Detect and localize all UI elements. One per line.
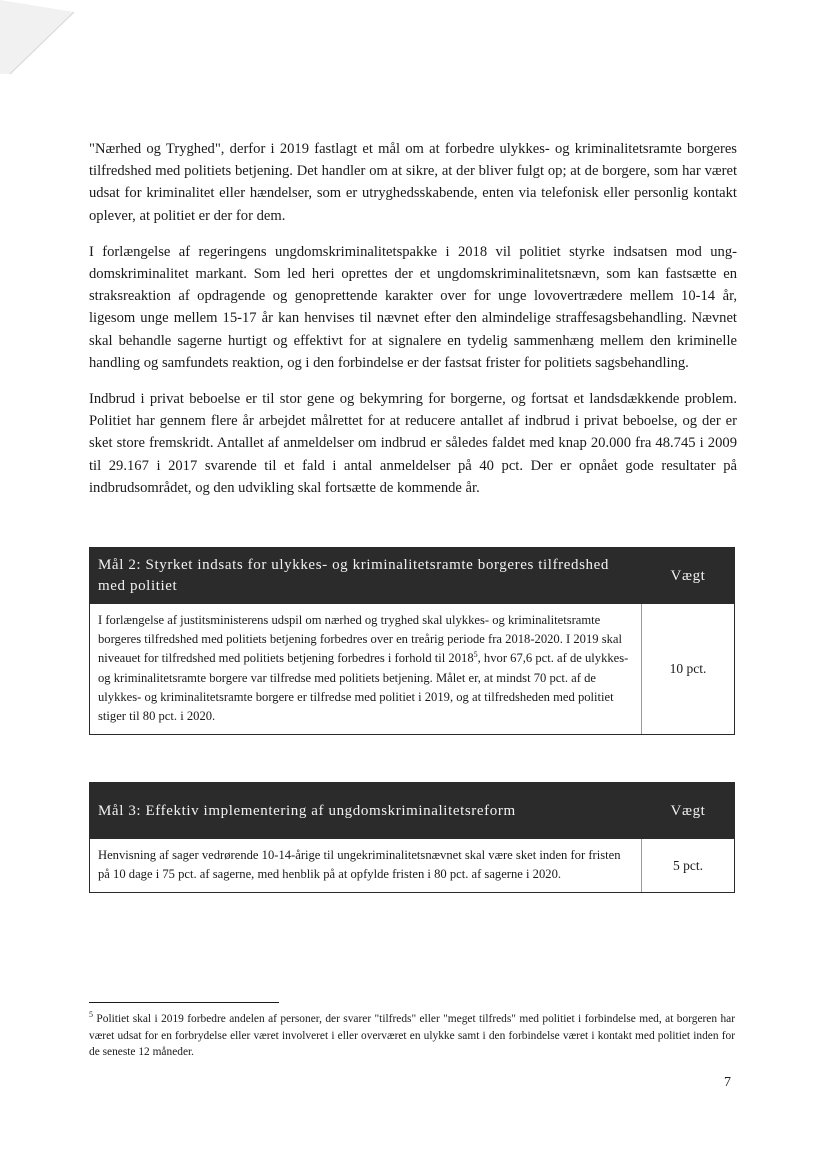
page-number: 7	[724, 1075, 731, 1090]
goal-3-weight-label: Vægt	[670, 802, 706, 819]
goal-3-description: Henvisning af sager vedrørende 10-14-årige til ungekriminalitetsnævnet skal være sket inden for fristen på 10 dage i 75 pct. af sagerne, med henblik på at opfylde fristen i 80 pct. af sagerne i 2020.	[90, 839, 642, 892]
page-corner-fold-mark	[0, 0, 80, 80]
goal-2-weight: 10 pct.	[669, 661, 707, 677]
footnote-text: Politiet skal i 2019 forbedre andelen af personer, der svarer "tilfreds" eller "meget tilfreds" med politiet i forbindelse med, at borgeren har været udsat for en forbrydelse eller været involveret i eller overværet en ulykke samt i den forbindelse været i kontakt med politiet inden for de seneste 12 måneder.	[89, 1013, 735, 1058]
paragraph-youth-crime: I forlængelse af regeringens ungdomskriminalitetspakke i 2018 vil politiet styrke indsatsen mod ungdomskriminalitet markant. Som led heri oprettes der et ungdomskriminalitetsnævn, som kan fastsætte en straksreaktion af opdragende og genoprettende karakter over for unge lovovertrædere mellem 10-14 år, ligesom unge mellem 15-17 år kan henvises til nævnet efter den almindelige straffesagsbehandling. Nævnet skal behandle sagerne hurtigt og effektivt for at signalere en tydelig sammenhæng mellem den kriminelle handling og samfundets reaktion, og i den forbindelse er der fastsat frister for politiets sagsbehandling.	[89, 243, 737, 371]
goal-3-body	[90, 839, 734, 892]
paragraph-burglary: Indbrud i privat beboelse er til stor gene og bekymring for borgerne, og fortsat et landsdækkende problem. Politiet har gennem flere år arbejdet målrettet for at reducere antallet af indbrud i privat beboelse, og der er sket store fremskridt. Antallet af anmeldelser om indbrud er således faldet med knap 20.000 fra 48.745 i 2009 til 29.167 i 2017 svarende til et fald i antal anmeldelser på 40 pct. Der er opnået gode resultater på indbrudsområdet, og den udvikling skal fortsætte de kommende år.	[89, 391, 737, 496]
paragraph-customer-satisfaction: "Nærhed og Tryghed", derfor i 2019 fastlagt et mål om at forbedre ulykkes- og kriminalitetsramte borgeres tilfredshed med politiets betjening. Det handler om at sikre, at der bliver fulgt op; at de borgere, som har været udsat for kriminalitet eller hændelser, som er utryghedsskabende, enten via telefonisk eller personlig kontakt oplever, at politiet er der for dem.	[89, 141, 737, 224]
body-text	[89, 138, 737, 513]
goal-2-body	[90, 604, 734, 734]
goal-2-box	[89, 547, 735, 735]
goal-2-text-part-2: , hvor 67,6 pct. af de ulykkes- og kriminalitetsramte borgere var tilfredse med politiets betjening. Målet er, at mindst 70 pct. af de ulykkes- og kriminalitetsramte borgere er tilfredse med politiet i 2019, og at tilfredsheden med politiet stiger til 80 pct. i 2020.	[98, 651, 629, 724]
footnote-reference: 5	[473, 650, 478, 660]
goal-2-header	[90, 548, 734, 604]
goal-3-box	[89, 782, 735, 893]
goal-2-text-part-1: I forlængelse af justitsministerens udspil om nærhed og tryghed skal ulykkes- og kriminalitetsramte borgeres tilfredshed med politiets betjening forbedres over en treårig periode fra 2018-2020. I 2019 skal niveauet for tilfredshed med politiets betjening forbedres i forhold til 2018	[98, 613, 622, 666]
goal-2-weight-label: Vægt	[670, 567, 706, 584]
footnote	[89, 1011, 735, 1061]
goal-3-weight: 5 pct.	[673, 857, 703, 873]
footnote-separator	[89, 1002, 279, 1003]
goal-2-description	[90, 604, 642, 734]
goal-3-title: Mål 3: Effektiv implementering af ungdomskriminalitetsreform	[98, 802, 516, 819]
footnote-number: 5	[89, 1010, 93, 1020]
goal-2-title: Mål 2: Styrket indsats for ulykkes- og kriminalitetsramte borgeres tilfredshed med politiet	[98, 557, 610, 594]
goal-3-header	[90, 783, 734, 839]
